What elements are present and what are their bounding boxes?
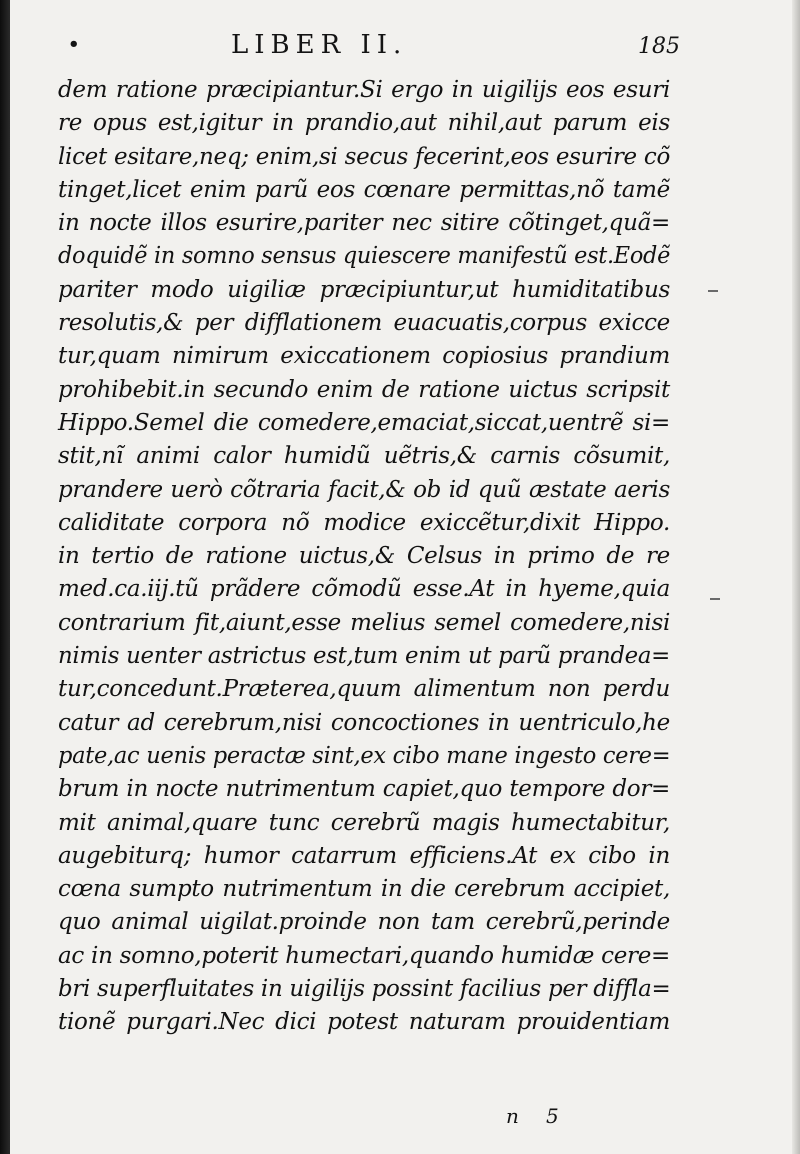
text-line: augebiturq; humor catarrum efficiens.At ex cibo in — [58, 842, 670, 869]
text-line: nimis uenter astrictus est,tum enim ut parũ prandea= — [58, 643, 670, 670]
text-line: ac in somno,poterit humectari,quando humidæ cere= — [58, 942, 670, 969]
text-line: dem ratione præcipiantur.Si ergo in uigilijs eos esuri — [58, 77, 670, 103]
running-head — [56, 28, 680, 64]
text-line: cœna sumpto nutrimentum in die cerebrum accipiet, — [58, 876, 670, 903]
book-page — [8, 0, 800, 1154]
head-bullet: • — [68, 34, 80, 55]
text-line: pate,ac uenis peractæ sint,ex cibo mane ingesto cere= — [58, 742, 671, 769]
text-line: pariter modo uigiliæ præcipiuntur,ut humiditatibus — [58, 276, 670, 303]
folio-number: 185 — [638, 34, 680, 59]
text-line: stit,nĩ animi calor humidũ uẽtris,& carnis cõsumit, — [58, 443, 670, 470]
text-line: mit animal,quare tunc cerebrũ magis humectabitur, — [58, 809, 670, 836]
margin-mark — [708, 290, 718, 292]
text-line: tur,concedunt.Præterea,quum alimentum non perdu — [58, 676, 670, 703]
text-line: Hippo.Semel die comedere,emaciat,siccat,uentrẽ si= — [58, 409, 670, 436]
body-text — [58, 74, 670, 1040]
text-line: quo animal uigilat.proinde non tam cerebrũ,perinde — [58, 909, 670, 936]
text-line: brum in nocte nutrimentum capiet,quo tempore dor= — [58, 776, 670, 803]
text-line: caliditate corpora nõ modice exiccẽtur,dixit Hippo. — [58, 509, 670, 536]
text-line: in nocte illos esurire,pariter nec sitire cõtinget,quã= — [58, 210, 670, 237]
text-line: tinget,licet enim parũ eos cœnare permittas,nõ tamẽ — [58, 176, 670, 203]
text-line: licet esitare,neq; enim,si secus fecerint,eos esurire cõ — [58, 143, 670, 170]
text-line: prohibebit.in secundo enim de ratione uictus scripsit — [58, 376, 670, 403]
text-line: catur ad cerebrum,nisi concoctiones in uentriculo,he — [58, 709, 670, 736]
text-line: med.ca.iij.tũ prãdere cõmodũ esse.At in hyeme,quia — [58, 576, 670, 603]
text-line: prandere uerò cõtraria facit,& ob id quũ æstate aeris — [58, 476, 670, 503]
margin-mark — [710, 598, 720, 600]
text-line: doquidẽ in somno sensus quiescere manifestũ est.Eodẽ — [58, 243, 671, 270]
page-edge — [792, 0, 800, 1154]
text-line: bri superfluitates in uigilijs possint facilius per diffla= — [58, 976, 671, 1003]
signature-number: 5 — [546, 1104, 559, 1128]
text-line: re opus est,igitur in prandio,aut nihil,aut parum eis — [58, 110, 670, 137]
text-line: contrarium fit,aiunt,esse melius semel comedere,nisi — [58, 609, 670, 636]
text-line: in tertio de ratione uictus,& Celsus in primo de re — [58, 543, 670, 570]
text-line: resolutis,& per difflationem euacuatis,corpus exicce — [58, 310, 670, 337]
page-shadow — [0, 0, 10, 1154]
signature-mark: n — [506, 1104, 519, 1128]
text-line: tur,quam nimirum exiccationem copiosius prandium — [58, 343, 670, 370]
text-line: tionẽ purgari.Nec dici potest naturam prouidentiam — [58, 1009, 670, 1036]
page-title: LIBER II. — [231, 30, 408, 60]
